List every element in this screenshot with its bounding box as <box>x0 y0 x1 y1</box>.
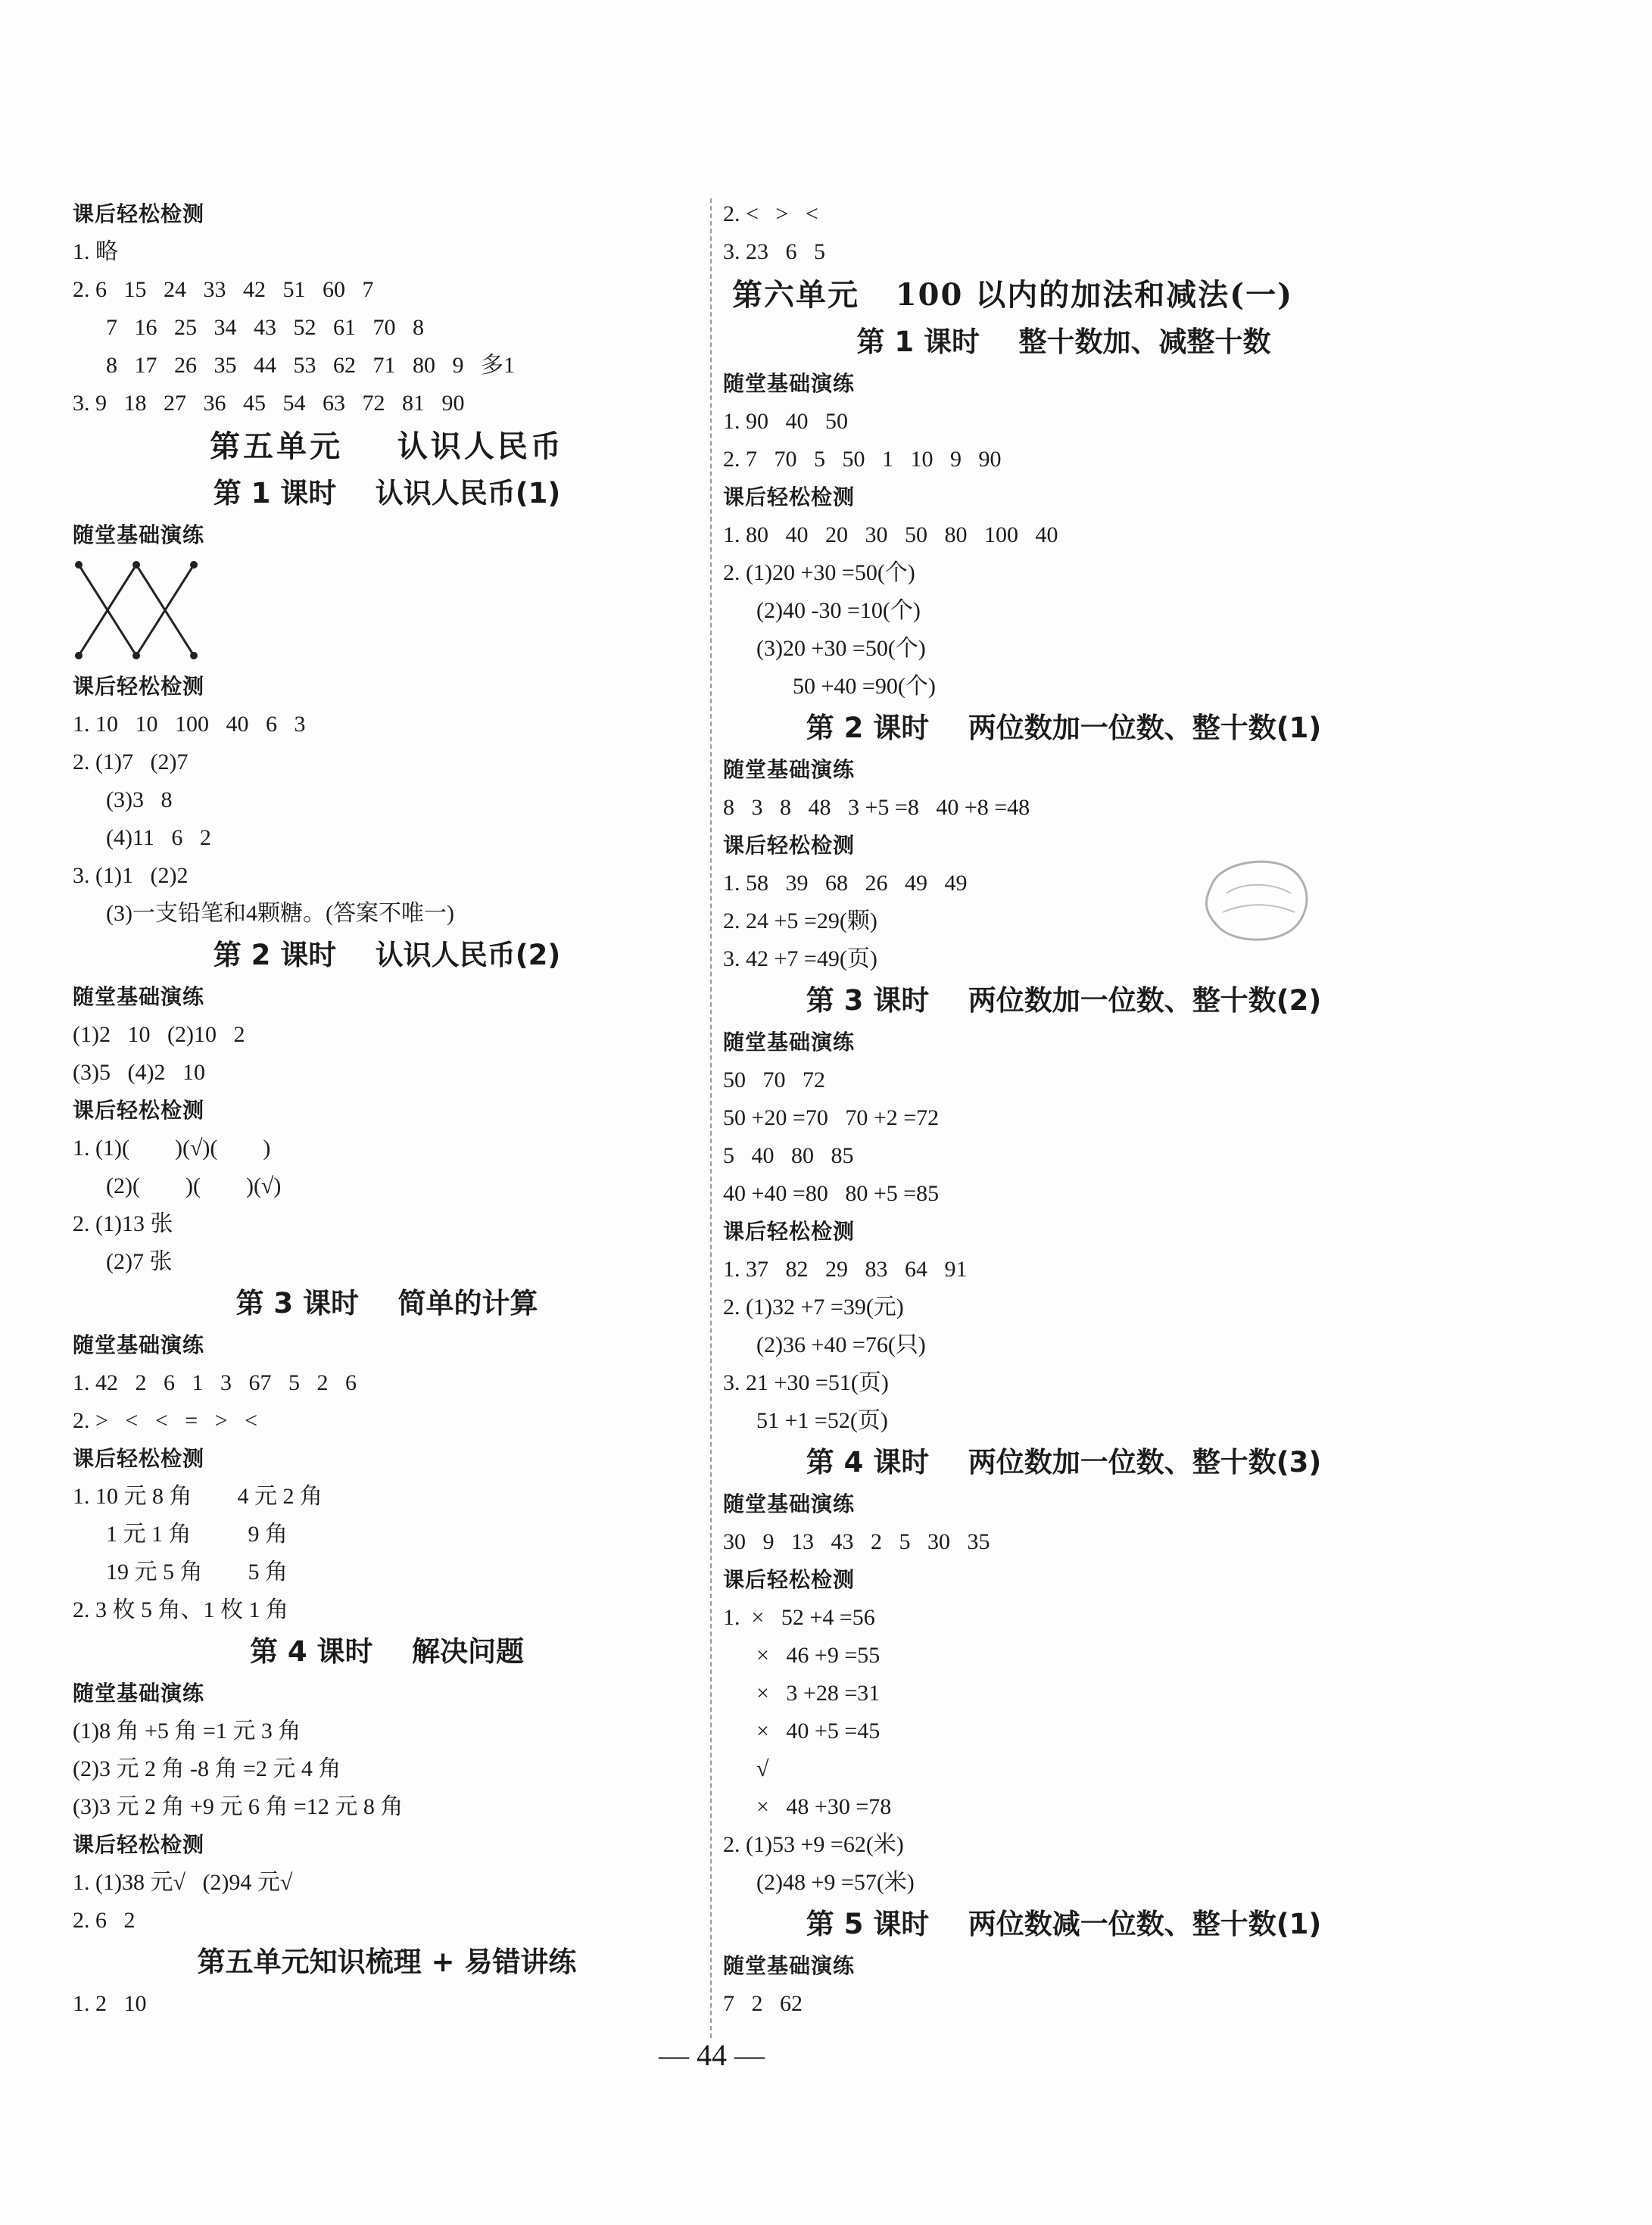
answer-line: × 3 +28 =31 <box>756 1681 881 1706</box>
answer-line: 1. 10 元 8 角 4 元 2 角 <box>73 1484 323 1509</box>
answer-line: 1. 略 <box>73 239 118 264</box>
answer-line: 2. (1)20 +30 =50(个) <box>723 560 915 585</box>
answer-line: 2. (1)7 (2)7 <box>73 749 189 774</box>
answer-line: 3. 9 18 27 36 45 54 63 72 81 90 <box>73 391 465 416</box>
right-column <box>723 195 1404 2023</box>
answer-line: 2. > < < = > < <box>73 1408 258 1433</box>
column-divider <box>710 198 712 2038</box>
section-label: 课后轻松检测 <box>73 674 205 699</box>
answer-line: (2)36 +40 =76(只) <box>756 1332 926 1357</box>
answer-line: 50 +20 =70 70 +2 =72 <box>723 1105 940 1130</box>
lesson-heading: 第 4 课时 解决问题 <box>249 1635 525 1668</box>
section-label: 随堂基础演练 <box>73 1681 205 1706</box>
unit-heading: 第六单元 100 以内的加法和减法(一) <box>732 277 1294 313</box>
answer-line: 2. 7 70 5 50 1 10 9 90 <box>723 447 1002 472</box>
section-label: 课后轻松检测 <box>723 485 856 510</box>
section-label: 课后轻松检测 <box>73 201 205 226</box>
answer-line: (1)2 10 (2)10 2 <box>73 1022 245 1047</box>
answer-line: 50 +40 =90(个) <box>793 674 936 699</box>
answer-line: 1. 90 40 50 <box>723 409 848 434</box>
answer-line: (2)7 张 <box>106 1249 173 1274</box>
answer-line: 40 +40 =80 80 +5 =85 <box>723 1181 940 1206</box>
lesson-heading: 第 5 课时 两位数减一位数、整十数(1) <box>806 1908 1322 1940</box>
answer-line: 2. 6 2 <box>73 1908 136 1933</box>
answer-line: 1. 2 10 <box>73 1991 147 2016</box>
answer-line: 3. (1)1 (2)2 <box>73 863 189 888</box>
answer-line: 7 16 25 34 43 52 61 70 8 <box>106 315 424 340</box>
answer-line: 1. (1)( )(√)( ) <box>73 1136 271 1161</box>
answer-line: 2. (1)13 张 <box>73 1211 173 1236</box>
lesson-heading: 第 4 课时 两位数加一位数、整十数(3) <box>806 1446 1322 1479</box>
section-label: 随堂基础演练 <box>723 1953 856 1978</box>
answer-line: 50 70 72 <box>723 1067 825 1092</box>
answer-line: (1)8 角 +5 角 =1 元 3 角 <box>73 1719 301 1744</box>
answer-line: 30 9 13 43 2 5 30 35 <box>723 1529 990 1554</box>
section-label: 随堂基础演练 <box>73 1332 205 1357</box>
answer-line: (4)11 6 2 <box>106 825 211 850</box>
page-number: — 44 — <box>659 2038 765 2072</box>
section-label: 随堂基础演练 <box>73 522 205 547</box>
lesson-heading: 第 2 课时 两位数加一位数、整十数(1) <box>806 712 1322 744</box>
section-label: 随堂基础演练 <box>723 757 856 782</box>
answer-line: (3)3 8 <box>106 787 173 812</box>
lesson-heading: 第 1 课时 认识人民币(1) <box>213 477 561 510</box>
matching-diagram <box>73 554 701 668</box>
answer-line: 2. (1)32 +7 =39(元) <box>723 1295 904 1320</box>
answer-line: 3. 42 +7 =49(页) <box>723 946 877 971</box>
answer-line: 8 17 26 35 44 53 62 71 80 9 多1 <box>106 353 515 378</box>
lesson-heading: 第 1 课时 整十数加、减整十数 <box>856 326 1271 358</box>
answer-line: × 48 +30 =78 <box>756 1794 892 1819</box>
answer-line: √ <box>756 1756 769 1781</box>
answer-line: 2. 24 +5 =29(颗) <box>723 908 877 933</box>
left-column <box>73 195 701 2023</box>
answer-line: 1. × 52 +4 =56 <box>723 1605 875 1630</box>
answer-line: 8 3 8 48 3 +5 =8 40 +8 =48 <box>723 795 1030 820</box>
section-label: 课后轻松检测 <box>73 1446 205 1471</box>
section-label: 课后轻松检测 <box>73 1832 205 1857</box>
section-label: 随堂基础演练 <box>723 371 856 396</box>
answer-line: 3. 21 +30 =51(页) <box>723 1370 889 1395</box>
answer-line: (2)3 元 2 角 -8 角 =2 元 4 角 <box>73 1756 341 1781</box>
answer-line: 1. (1)38 元√ (2)94 元√ <box>73 1870 293 1895</box>
section-label: 随堂基础演练 <box>723 1491 856 1516</box>
answer-line: 1. 10 10 100 40 6 3 <box>73 712 306 737</box>
section-label: 课后轻松检测 <box>723 833 856 858</box>
section-label: 课后轻松检测 <box>723 1219 856 1244</box>
answer-line: 2. 6 15 24 33 42 51 60 7 <box>73 277 374 302</box>
answer-line: × 46 +9 =55 <box>756 1643 881 1668</box>
answer-line: 1. 58 39 68 26 49 49 <box>723 871 968 896</box>
answer-line: 1. 37 82 29 83 64 91 <box>723 1257 968 1282</box>
lesson-heading: 第 2 课时 认识人民币(2) <box>213 939 561 971</box>
answer-line: 51 +1 =52(页) <box>756 1408 888 1433</box>
watermark-stamp-icon <box>1196 855 1317 950</box>
section-label: 随堂基础演练 <box>723 1030 856 1055</box>
answer-line: 1. 80 40 20 30 50 80 100 40 <box>723 522 1058 547</box>
section-label: 课后轻松检测 <box>73 1098 205 1123</box>
answer-line: (3)5 (4)2 10 <box>73 1060 205 1085</box>
answer-line: (3)3 元 2 角 +9 元 6 角 =12 元 8 角 <box>73 1794 404 1819</box>
answer-line: (2)40 -30 =10(个) <box>756 598 921 623</box>
answer-line: 5 40 80 85 <box>723 1143 854 1168</box>
lesson-heading: 第 3 课时 两位数加一位数、整十数(2) <box>806 984 1322 1017</box>
answer-line: (2)( )( )(√) <box>106 1173 282 1198</box>
answer-line: 1. 42 2 6 1 3 67 5 2 6 <box>73 1370 357 1395</box>
answer-line: 3. 23 6 5 <box>723 239 825 264</box>
answer-line: 2. (1)53 +9 =62(米) <box>723 1832 904 1857</box>
answer-line: 7 2 62 <box>723 1991 803 2016</box>
answer-line: (2)48 +9 =57(米) <box>756 1870 915 1895</box>
matching-lines-figure <box>73 559 224 665</box>
answer-line: 1 元 1 角 9 角 <box>106 1522 288 1547</box>
answer-line: (3)20 +30 =50(个) <box>756 636 926 661</box>
section-label: 课后轻松检测 <box>723 1567 856 1592</box>
answer-line: 19 元 5 角 5 角 <box>106 1560 288 1585</box>
lesson-heading: 第 3 课时 简单的计算 <box>235 1287 538 1320</box>
answer-line: 2. < > < <box>723 201 818 226</box>
unit-heading: 第五单元 认识人民币 <box>210 428 564 464</box>
answer-line: 2. 3 枚 5 角、1 枚 1 角 <box>73 1597 288 1622</box>
section-label: 随堂基础演练 <box>73 984 205 1009</box>
review-heading: 第五单元知识梳理 + 易错讲练 <box>197 1946 577 1978</box>
answer-line: (3)一支铅笔和4颗糖。(答案不唯一) <box>106 901 454 926</box>
answer-line: × 40 +5 =45 <box>756 1719 881 1744</box>
